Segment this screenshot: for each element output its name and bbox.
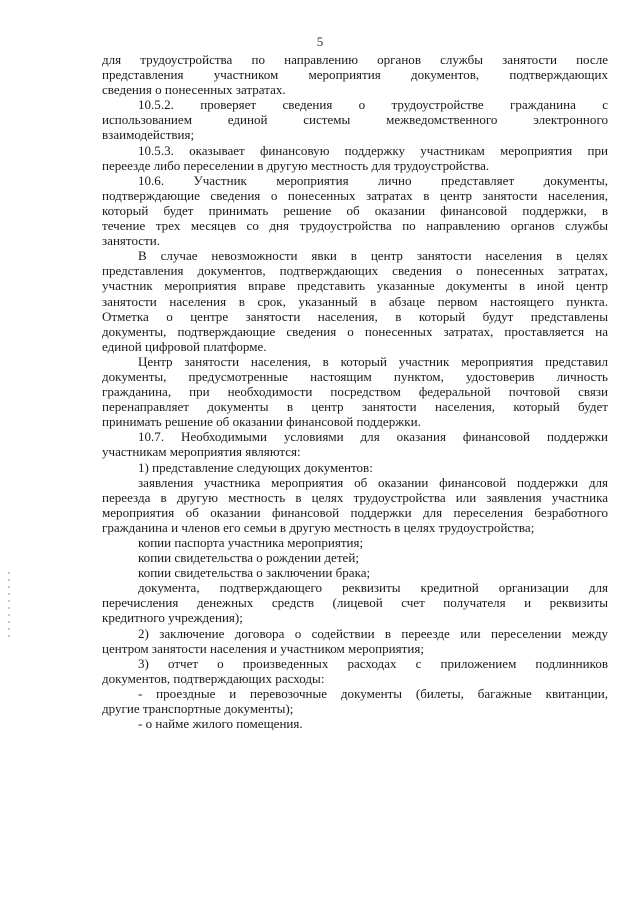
text-line: документы, подтверждающие сведения о понесенных затратах, проставляется на (102, 323, 608, 339)
paragraph (102, 580, 608, 625)
paragraph (102, 354, 608, 429)
text-line: 10.7. Необходимыми условиями для оказания финансовой поддержки (138, 429, 608, 445)
paragraph (102, 429, 608, 459)
text-line: который будет принимать решение об оказании финансовой поддержки, в (102, 202, 608, 218)
text-line: подтверждающие сведения о понесенных затратах в центр занятости населения, (102, 187, 608, 203)
text-line: участникам мероприятия являются: (102, 444, 301, 460)
text-line: 10.6. Участник мероприятия лично представляет документы, (138, 172, 608, 188)
text-line: другие транспортные документы); (102, 701, 294, 717)
page-number: 5 (316, 34, 324, 49)
text-line: 3) отчет о произведенных расходах с приложением подлинников (138, 655, 608, 671)
text-line: копии свидетельства о рождении детей; (138, 550, 359, 566)
paragraph (102, 97, 608, 142)
text-line: центром занятости населения и участником мероприятия; (102, 640, 424, 656)
text-line: документов, подтверждающих расходы: (102, 670, 325, 686)
text-line: 10.5.3. оказывает финансовую поддержку участникам мероприятия при (138, 142, 608, 158)
paragraph (102, 143, 608, 173)
paragraph (102, 716, 608, 731)
text-line: документа, подтверждающего реквизиты кредитной организации для (138, 580, 608, 596)
text-line: сведения о понесенных затратах. (102, 82, 286, 98)
text-line: Центр занятости населения, в который участник мероприятия представил (138, 353, 608, 369)
text-line: перенаправляет документы в центр занятости населения, который будет (102, 399, 608, 415)
text-line: Отметка о центре занятости населения, в который будут представлены (102, 308, 608, 324)
text-line: занятости. (102, 233, 161, 249)
text-line: - о найме жилого помещения. (138, 716, 303, 732)
text-line: документы, предусмотренные настоящим пунктом, удостоверив личность (102, 368, 608, 384)
paragraph (102, 248, 608, 354)
document-body (102, 52, 608, 731)
margin-scan-marks (8, 572, 10, 642)
paragraph (102, 535, 608, 550)
text-line: 10.5.2. проверяет сведения о трудоустройстве гражданина с (138, 97, 608, 113)
text-line: участник мероприятия вправе представить указанные документы в иной центр (102, 278, 608, 294)
text-line: использованием единой системы межведомственного электронного (102, 112, 608, 128)
text-line: занятости населения в срок, указанный в абзаце первом настоящего пункта. (102, 293, 608, 309)
paragraph (102, 550, 608, 565)
text-line: копии паспорта участника мероприятия; (138, 535, 364, 550)
text-line: переезда в другую местность в целях трудоустройства или заявления участника (102, 489, 608, 505)
text-line: гражданина и членов его семьи в другую местность в целях трудоустройства; (102, 519, 535, 535)
text-line: взаимодействия; (102, 127, 195, 143)
paragraph (102, 656, 608, 686)
text-line: гражданина, при необходимости посредством федеральной почтовой связи (102, 384, 608, 400)
text-line: заявления участника мероприятия об оказании финансовой поддержки для (138, 474, 608, 490)
paragraph (102, 475, 608, 535)
text-line: перечисления денежных средств (лицевой счет получателя и реквизиты (102, 595, 608, 611)
paragraph (102, 565, 608, 580)
text-line: представления участником мероприятия документов, подтверждающих (102, 67, 608, 83)
text-line: - проездные и перевозочные документы (билеты, багажные квитанции, (138, 685, 608, 701)
text-line: представления документов, подтверждающих сведения о понесенных затратах, (102, 263, 608, 279)
paragraph (102, 52, 608, 97)
text-line: принимать решение об оказании финансовой поддержки. (102, 414, 421, 430)
text-line: 1) представление следующих документов: (138, 459, 373, 475)
paragraph (102, 686, 608, 716)
text-line: кредитного учреждения); (102, 610, 243, 626)
paragraph (102, 626, 608, 656)
text-line: В случае невозможности явки в центр занятости населения в целях (138, 248, 608, 264)
text-line: переезде либо переселении в другую местность для трудоустройства. (102, 157, 490, 173)
text-line: течение трех месяцев со дня трудоустройства по направлению органов службы (102, 218, 608, 234)
text-line: копии свидетельства о заключении брака; (138, 565, 371, 581)
paragraph (102, 173, 608, 248)
text-line: 2) заключение договора о содействии в переезде или переселении между (138, 625, 608, 641)
text-line: мероприятия об оказании финансовой поддержки для переселения безработного (102, 504, 608, 520)
text-line: для трудоустройства по направлению органов службы занятости после (102, 52, 608, 67)
paragraph (102, 460, 608, 475)
text-line: единой цифровой платформе. (102, 338, 267, 354)
